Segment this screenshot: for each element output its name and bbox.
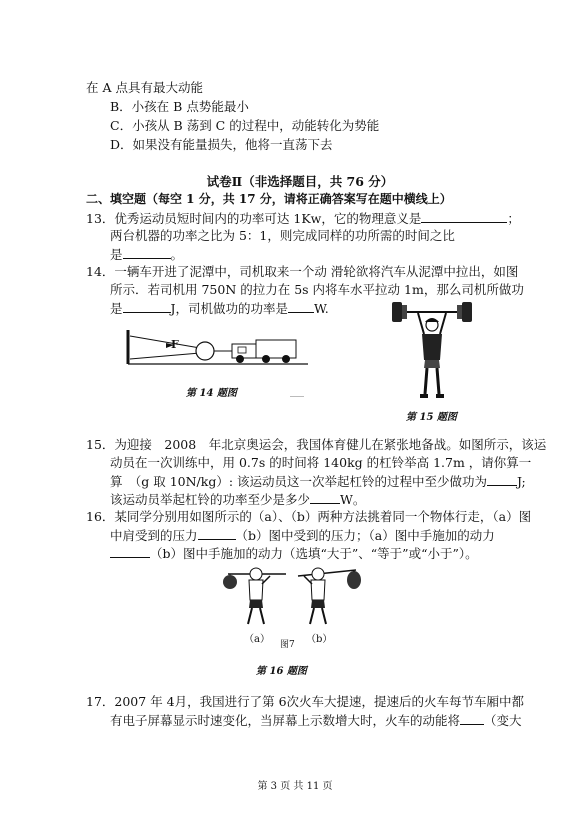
q16-line3: （b）图中手施加的动力（选填“大于”、“等于”或“小于”）。 (110, 545, 478, 562)
fig16-caption: 第 16 题图 (256, 666, 307, 677)
fig15-caption: 第 15 题图 (406, 412, 457, 423)
q17-line2: 有电子屏幕显示时速变化，当屏幕上示数增大时，火车的动能将 （变大 (110, 713, 522, 728)
q15-line3: 算 （g 取 10N/kg）: 该运动员这一次举起杠铃的过程中至少做功为 J; (110, 474, 526, 489)
section-title: 试卷Ⅱ（非选择题目，共 76 分） (206, 174, 394, 189)
fig16-label-b: （b） (306, 634, 333, 645)
fig14-force-label: F (171, 338, 179, 351)
fig14-caption: 第 14 题图 (186, 388, 237, 399)
fig14-pulley-truck-diagram (120, 326, 320, 376)
q15-line2: 动员在一次训练中，用 0.7s 的时间将 140kg 的杠铃举高 1.7m ，请你算一 (110, 455, 532, 470)
fig16-figure-number: 图7 (280, 640, 295, 650)
q13-line1: 13．优秀运动员短时间内的功率可达 1Kw，它的物理意义是 ； (86, 211, 520, 226)
q14-line3: 是 J，司机做功的功率是 W. (110, 301, 329, 316)
q17-line1: 17．2007 年 4月，我国进行了第 6次火车大提速，提速后的火车每节车厢中都 (86, 694, 525, 709)
q13-line3: 是 。 (110, 247, 184, 262)
q16-line1: 16．某同学分别用如图所示的（a）、（b）两种方法挑着同一个物体行走，（a）图 (86, 509, 532, 524)
fig14-divider (290, 396, 304, 397)
q14-line1: 14．一辆车开进了泥潭中，司机取来一个动 滑轮欲将汽车从泥潭中拉出，如图 (86, 264, 519, 279)
q15-line4: 该运动员举起杠铃的功率至少是多少 W。 (110, 492, 366, 507)
fig16-carrying-illustration (222, 562, 372, 632)
q15-line1: 15．为迎接 2008 年北京奥运会，我国体育健儿在紧张地备战。如图所示，该运 (86, 437, 547, 452)
fig15-weightlifter-illustration (392, 300, 472, 400)
option-b: B．小孩在 B 点势能最小 (110, 99, 249, 114)
fig16-label-a: （a） (244, 634, 270, 645)
q16-line2: 中肩受到的压力 （b）图中受到的压力；（a）图中手施加的动力 (110, 528, 495, 543)
page-footer: 第 3 页 共 11 页 (257, 781, 333, 792)
option-d: D．如果没有能量损失，他将一直荡下去 (110, 137, 333, 152)
prev-question-continuation: 在 A 点具有最大动能 (86, 80, 203, 95)
option-c: C．小孩从 B 荡到 C 的过程中，动能转化为势能 (110, 118, 380, 133)
q14-line2: 所示．若司机用 750N 的拉力在 5s 内将车水平拉动 1m，那么司机所做功 (110, 282, 524, 297)
q13-line2: 两台机器的功率之比为 5：1，则完成同样的功所需的时间之比 (110, 228, 455, 243)
section-heading: 二、填空题（每空 1 分，共 17 分，请将正确答案写在题中横线上） (86, 192, 452, 206)
